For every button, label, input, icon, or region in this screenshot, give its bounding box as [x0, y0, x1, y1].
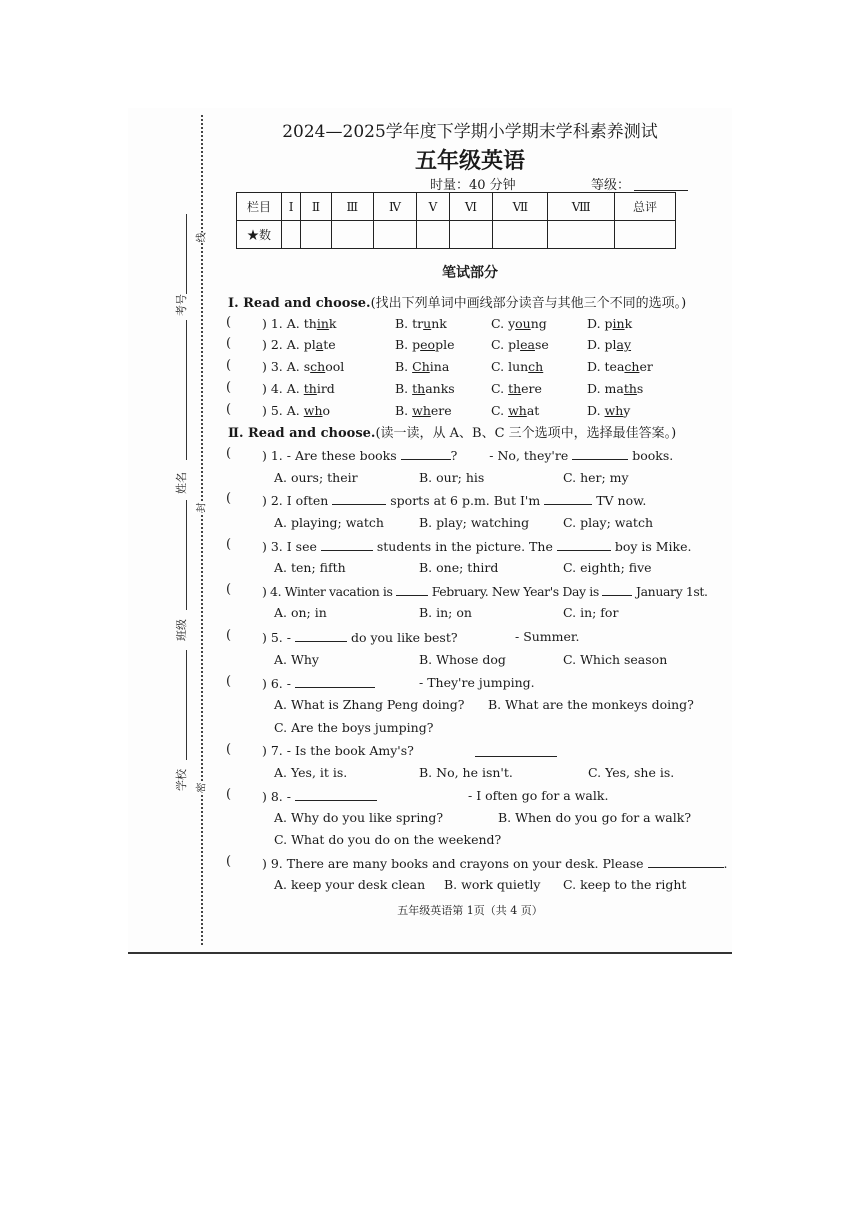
- question-stem: ) 7. - Is the book Amy's?: [262, 743, 414, 758]
- option-b[interactable]: B. No, he isn't.: [419, 765, 513, 780]
- underlined-letters: ou: [515, 316, 531, 331]
- option-b[interactable]: B. Whose dog: [419, 652, 506, 667]
- underlined-letters: ch: [624, 359, 640, 374]
- class-label: 班级: [175, 619, 188, 641]
- answer-blank[interactable]: [475, 744, 557, 757]
- question-stem: ) 9. There are many books and crayons on your desk. Please .: [262, 856, 728, 871]
- answer-bracket[interactable]: (: [226, 787, 232, 802]
- option-b[interactable]: B. play; watching: [419, 515, 530, 530]
- option-b[interactable]: B. trunk: [395, 316, 447, 331]
- option-c[interactable]: C. Which season: [563, 652, 668, 667]
- grade-blank[interactable]: [634, 190, 688, 191]
- option-a[interactable]: A. ten; fifth: [274, 560, 346, 575]
- answer-bracket[interactable]: (: [226, 402, 232, 417]
- class-line: [186, 500, 187, 610]
- exam-number-label: 考号: [175, 294, 188, 316]
- option-a[interactable]: ) 4. A. third: [262, 381, 335, 396]
- score-header-cell: Ⅷ: [548, 193, 615, 221]
- option-d[interactable]: D. why: [587, 403, 631, 418]
- answer-blank[interactable]: [295, 629, 347, 642]
- option-d[interactable]: D. teacher: [587, 359, 653, 374]
- score-cell[interactable]: [282, 221, 301, 249]
- option-b[interactable]: B. What are the monkeys doing?: [488, 697, 694, 712]
- exam-subject: 五年级英语: [414, 148, 525, 174]
- answer-bracket[interactable]: (: [226, 742, 232, 757]
- option-c[interactable]: C. eighth; five: [563, 560, 652, 575]
- seal-mark-line: 线: [193, 233, 208, 243]
- question-stem: ) 1. - Are these books ? - No, they're books.: [262, 448, 674, 463]
- answer-blank[interactable]: [401, 447, 451, 460]
- section-title: 笔试部分: [442, 265, 498, 281]
- answer-blank[interactable]: [544, 492, 592, 505]
- option-b[interactable]: B. work quietly: [444, 877, 541, 892]
- score-cell[interactable]: [301, 221, 332, 249]
- school-label: 学校: [175, 769, 188, 791]
- answer-bracket[interactable]: (: [226, 491, 232, 506]
- score-header-cell: 栏目: [237, 193, 282, 221]
- score-cell[interactable]: [615, 221, 676, 249]
- option-b[interactable]: B. one; third: [419, 560, 499, 575]
- option-c[interactable]: C. there: [491, 381, 542, 396]
- answer-blank[interactable]: [557, 538, 611, 551]
- underlined-letters: ch: [310, 359, 326, 374]
- name-label: 姓名: [175, 472, 188, 494]
- seal-mark-secret: 密: [193, 783, 208, 793]
- underlined-letters: th: [508, 381, 522, 396]
- question-stem: ) 6. -: [262, 675, 375, 691]
- score-table: [236, 192, 676, 249]
- score-header-cell: Ⅴ: [417, 193, 449, 221]
- option-c[interactable]: C. what: [491, 403, 540, 418]
- question-stem: ) 8. -: [262, 788, 377, 804]
- option-a[interactable]: A. playing; watch: [274, 515, 384, 530]
- option-a[interactable]: A. Why do you like spring?: [274, 810, 444, 825]
- time-limit: 时量：40 分钟: [430, 178, 516, 193]
- score-header-cell: Ⅲ: [331, 193, 373, 221]
- name-line: [186, 320, 187, 460]
- answer-blank[interactable]: [295, 675, 375, 688]
- answer-bracket[interactable]: (: [226, 854, 232, 869]
- underlined-letters: u: [423, 316, 432, 331]
- answer-blank[interactable]: [332, 492, 386, 505]
- question-response: - Summer.: [515, 629, 580, 644]
- exam-title: 2024—2025学年度下学期小学期末学科素养测试: [282, 122, 658, 142]
- answer-blank[interactable]: [295, 788, 377, 801]
- answer-blank[interactable]: [602, 583, 632, 596]
- underlined-letters: Ch: [412, 359, 430, 374]
- grade-label: 等级：: [591, 178, 631, 193]
- option-b[interactable]: B. our; his: [419, 470, 485, 485]
- score-header-cell: Ⅶ: [493, 193, 548, 221]
- option-a[interactable]: ) 5. A. who: [262, 403, 331, 418]
- underlined-letters: in: [316, 316, 329, 331]
- score-header-cell: Ⅰ: [282, 193, 301, 221]
- option-d[interactable]: D. play: [587, 337, 632, 352]
- option-c[interactable]: C. lunch: [491, 359, 544, 374]
- option-b[interactable]: B. where: [395, 403, 452, 418]
- part1-instruction: (找出下列单词中画线部分读音与其他三个不同的选项。): [370, 296, 687, 311]
- score-cell[interactable]: [493, 221, 548, 249]
- underlined-letters: eo: [420, 337, 436, 352]
- underlined-letters: ch: [528, 359, 544, 374]
- option-a[interactable]: A. keep your desk clean: [274, 877, 426, 892]
- score-cell[interactable]: [417, 221, 449, 249]
- answer-bracket[interactable]: (: [226, 446, 232, 461]
- seal-mark-seal: 封: [193, 503, 208, 513]
- option-c[interactable]: C. in; for: [563, 605, 619, 620]
- answer-bracket[interactable]: (: [226, 674, 232, 689]
- exam-number-line: [186, 214, 187, 294]
- option-b[interactable]: B. thanks: [395, 381, 455, 396]
- answer-bracket[interactable]: (: [226, 582, 232, 597]
- score-row-label: ★数: [237, 221, 282, 249]
- question-response: - I often go for a walk.: [468, 788, 609, 803]
- underlined-letters: in: [612, 316, 625, 331]
- underlined-letters: th: [623, 381, 637, 396]
- answer-blank[interactable]: [648, 855, 724, 868]
- question-stem: ) 4. Winter vacation is February. New Year's Day is January 1st.: [262, 584, 708, 599]
- answer-bracket[interactable]: (: [226, 358, 232, 373]
- underlined-letters: th: [412, 381, 426, 396]
- option-a[interactable]: A. Why: [274, 652, 319, 667]
- underlined-letters: wh: [604, 403, 624, 418]
- question-stem: ) 3. I see students in the picture. The boy is Mike.: [262, 539, 692, 554]
- underlined-letters: wh: [303, 403, 323, 418]
- option-a[interactable]: ) 1. A. think: [262, 316, 337, 331]
- part2-heading: [228, 422, 676, 441]
- page-footer: 五年级英语第 1页（共 4 页）: [397, 904, 543, 917]
- option-b[interactable]: B. people: [395, 337, 455, 352]
- option-d[interactable]: D. maths: [587, 381, 644, 396]
- answer-blank[interactable]: [321, 538, 373, 551]
- option-c[interactable]: C. keep to the right: [563, 877, 687, 892]
- option-b[interactable]: B. in; on: [419, 605, 472, 620]
- option-b[interactable]: B. China: [395, 359, 450, 374]
- score-header-cell: 总评: [615, 193, 676, 221]
- answer-blank[interactable]: [572, 447, 628, 460]
- question-response: - They're jumping.: [419, 675, 535, 690]
- option-c[interactable]: C. play; watch: [563, 515, 653, 530]
- school-line: [186, 650, 187, 760]
- score-header-cell: Ⅱ: [301, 193, 332, 221]
- option-c[interactable]: C. please: [491, 337, 549, 352]
- option-a[interactable]: A. What is Zhang Peng doing?: [274, 697, 465, 712]
- score-header-cell: Ⅵ: [449, 193, 493, 221]
- answer-bracket[interactable]: (: [226, 336, 232, 351]
- underlined-letters: wh: [412, 403, 431, 418]
- option-b[interactable]: B. When do you go for a walk?: [498, 810, 692, 825]
- underlined-letters: ay: [616, 337, 632, 352]
- score-cell[interactable]: [548, 221, 615, 249]
- score-header-cell: Ⅳ: [373, 193, 416, 221]
- answer-bracket[interactable]: (: [226, 537, 232, 552]
- answer-bracket[interactable]: (: [226, 628, 232, 643]
- underlined-letters: wh: [508, 403, 527, 418]
- option-c[interactable]: C. Are the boys jumping?: [274, 720, 434, 735]
- score-cell[interactable]: [331, 221, 373, 249]
- option-d[interactable]: D. pink: [587, 316, 633, 331]
- score-header-row: [237, 193, 676, 221]
- score-value-row: [237, 221, 676, 249]
- option-c[interactable]: C. her; my: [563, 470, 629, 485]
- option-a[interactable]: A. on; in: [274, 605, 327, 620]
- option-c[interactable]: C. Yes, she is.: [588, 765, 675, 780]
- option-a[interactable]: A. Yes, it is.: [274, 765, 348, 780]
- part2-title: Ⅱ. Read and choose.: [228, 426, 376, 441]
- option-c[interactable]: C. young: [491, 316, 547, 331]
- underlined-letters: a: [315, 337, 324, 352]
- question-stem: ) 2. I often sports at 6 p.m. But I'm TV now.: [262, 493, 647, 508]
- underlined-letters: th: [303, 381, 317, 396]
- score-cell[interactable]: [373, 221, 416, 249]
- score-cell[interactable]: [449, 221, 493, 249]
- part2-instruction: (读一读，从 A、B、C 三个选项中，选择最佳答案。): [375, 426, 677, 441]
- question-stem: ) 5. - do you like best?: [262, 630, 458, 645]
- option-a[interactable]: A. ours; their: [274, 470, 358, 485]
- option-a[interactable]: ) 2. A. plate: [262, 337, 336, 352]
- option-c[interactable]: C. What do you do on the weekend?: [274, 832, 502, 847]
- underlined-letters: ea: [520, 337, 535, 352]
- answer-bracket[interactable]: (: [226, 315, 232, 330]
- part1-title: Ⅰ. Read and choose.: [228, 296, 371, 311]
- answer-bracket[interactable]: (: [226, 380, 232, 395]
- part1-heading: [228, 292, 686, 311]
- answer-blank[interactable]: [396, 583, 428, 596]
- page-bottom-rule: [128, 952, 732, 954]
- option-a[interactable]: ) 3. A. school: [262, 359, 345, 374]
